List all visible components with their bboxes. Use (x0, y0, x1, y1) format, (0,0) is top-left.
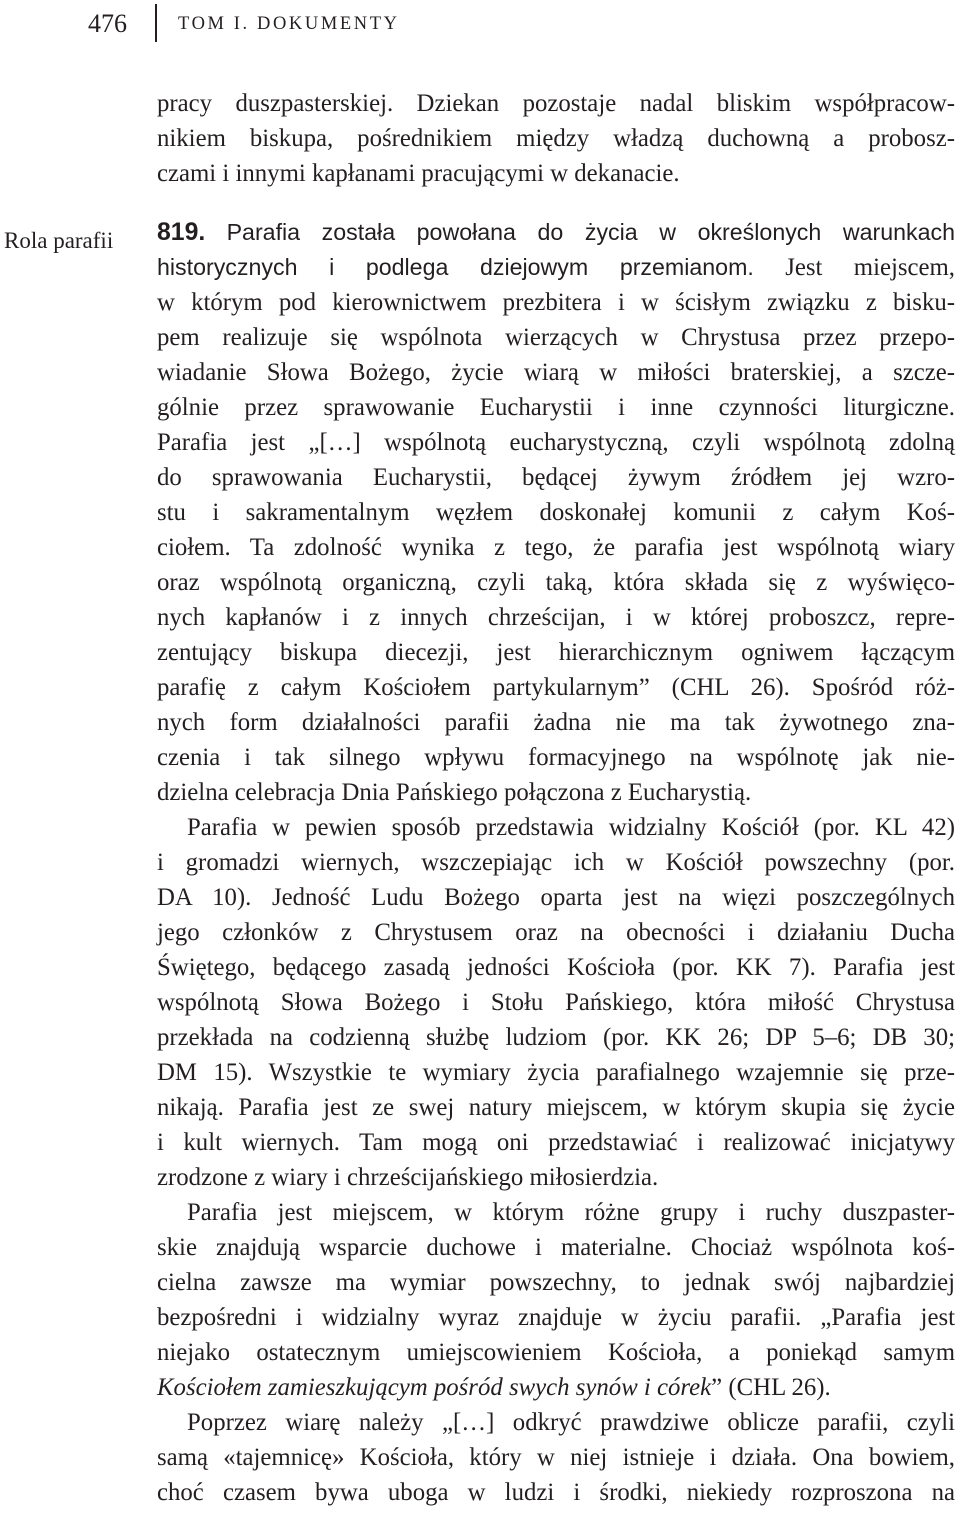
text-line: pracy duszpasterskiej. Dziekan pozostaje nadal bliskim współpracow- (157, 90, 955, 117)
italic-quote: Kościołem zamieszkującym pośród swych synów i córek (157, 1374, 712, 1401)
text-line: Parafia jest „[…] wspólnotą eucharystyczną, czyli wspólnotą zdolną (157, 429, 955, 456)
text-line: bezpośredni i widzialny wyraz znajduje w życiu parafii. „Parafia jest (157, 1304, 955, 1331)
text-line: pem realizuje się wspólnota wierzących w Chrystusa przez przepo- (157, 324, 955, 351)
text-line: do sprawowania Eucharystii, będącej żywym źródłem jej wzro- (157, 464, 955, 491)
text-line: skie znajdują wsparcie duchowe i materialne. Chociaż wspólnota koś- (157, 1234, 955, 1261)
citation: ” (CHL 26). (711, 1374, 831, 1401)
text-line: czami i innymi kapłanami pracującymi w dekanacie. (157, 160, 680, 187)
text-line: DM 15). Wszystkie te wymiary życia parafialnego wzajemnie się prze- (157, 1059, 955, 1086)
text-line: przekłada na codzienną służbę ludziom (por. KK 26; DP 5–6; DB 30; (157, 1024, 955, 1051)
running-head: TOM I. DOKUMENTY (178, 14, 400, 34)
text-span: Jest miejscem, (785, 254, 956, 281)
text-line: zentujący biskupa diecezji, jest hierarchicznym ogniwem łączącym (157, 639, 955, 666)
text-line (157, 250, 955, 285)
paragraph-continuation (157, 86, 955, 191)
page-number: 476 (88, 9, 127, 38)
text-line: nych kapłanów i z innych chrześcijan, i w której proboszcz, repre- (157, 604, 955, 631)
text-line: DA 10). Jedność Ludu Bożego oparta jest na więzi poszczególnych (157, 884, 955, 911)
text-line: ciołem. Ta zdolność wynika z tego, że parafia jest wspólnotą wiary (157, 534, 955, 561)
text-line: w którym pod kierownictwem prezbitera i w ścisłym związku z bisku- (157, 289, 955, 316)
paragraph (157, 1195, 955, 1405)
text-line: parafię z całym Kościołem partykularnym” (CHL 26). Spośród róż- (157, 674, 955, 701)
text-line: i kult wiernych. Tam mogą oni przedstawiać i realizować inicjatywy (157, 1129, 955, 1156)
text-line: czenia i tak silnego wpływu formacyjnego na wspólnotę jak nie- (157, 744, 955, 771)
text-line (157, 215, 955, 250)
text-line: dzielna celebracja Dnia Pańskiego połączona z Eucharystią. (157, 779, 752, 806)
text-line: nikają. Parafia jest ze swej natury miejscem, w którym skupia się życie (157, 1094, 955, 1121)
header-divider (155, 4, 157, 42)
text-line: Parafia w pewien sposób przedstawia widzialny Kościół (por. KL 42) (187, 814, 955, 841)
text-line: Świętego, będącego zasadą jedności Kościoła (por. KK 7). Parafia jest (157, 954, 955, 981)
text-line: wspólnotą Słowa Bożego i Stołu Pańskiego, która miłość Chrystusa (157, 989, 955, 1016)
paragraph (157, 1405, 955, 1510)
paragraph-819 (157, 215, 955, 810)
lead-text: Parafia została powołana do życia w określonych warunkach (226, 219, 955, 245)
text-line: i gromadzi wiernych, wszczepiając ich w Kościół powszechny (por. (157, 849, 955, 876)
body-text (157, 86, 955, 1510)
text-line: choć czasem bywa uboga w ludzi i środki, niekiedy rozproszona na (157, 1479, 955, 1506)
text-line: nikiem biskupa, pośrednikiem między władzą duchowną a probosz- (157, 125, 955, 152)
text-line: nych form działalności parafii żadna nie ma tak żywotnego zna- (157, 709, 955, 736)
text-line: cielna zawsze ma wymiar powszechny, to jednak swój najbardziej (157, 1269, 955, 1296)
text-line: Parafia jest miejscem, w którym różne grupy i ruchy duszpaster- (187, 1199, 955, 1226)
text-line: wiadanie Słowa Bożego, życie wiarą w miłości braterskiej, a szcze- (157, 359, 955, 386)
page-header (0, 0, 960, 50)
paragraph (157, 810, 955, 1195)
text-line: oraz wspólnotą organiczną, czyli taką, która składa się z wyświęco- (157, 569, 955, 596)
text-line: niejako ostatecznym umiejscowieniem Kościoła, a poniekąd samym (157, 1339, 955, 1366)
text-line: Poprzez wiarę należy „[…] odkryć prawdziwe oblicze parafii, czyli (187, 1409, 955, 1436)
paragraph-number: 819. (157, 219, 206, 246)
text-line: gólnie przez sprawowanie Eucharystii i inne czynności liturgiczne. (157, 394, 955, 421)
paragraph-gap (157, 191, 955, 215)
margin-note: Rola parafii (4, 228, 114, 253)
text-line: samą «tajemnicę» Kościoła, który w niej istnieje i działa. Ona bowiem, (157, 1444, 955, 1471)
text-line: jego członków z Chrystusem oraz na obecności i działaniu Ducha (157, 919, 955, 946)
text-line (157, 1370, 955, 1405)
lead-text: historycznych i podlega dziejowym przemianom. (157, 254, 754, 280)
text-line: zrodzone z wiary i chrześcijańskiego miłosierdzia. (157, 1164, 659, 1191)
text-line: stu i sakramentalnym węzłem doskonałej komunii z całym Koś- (157, 499, 955, 526)
